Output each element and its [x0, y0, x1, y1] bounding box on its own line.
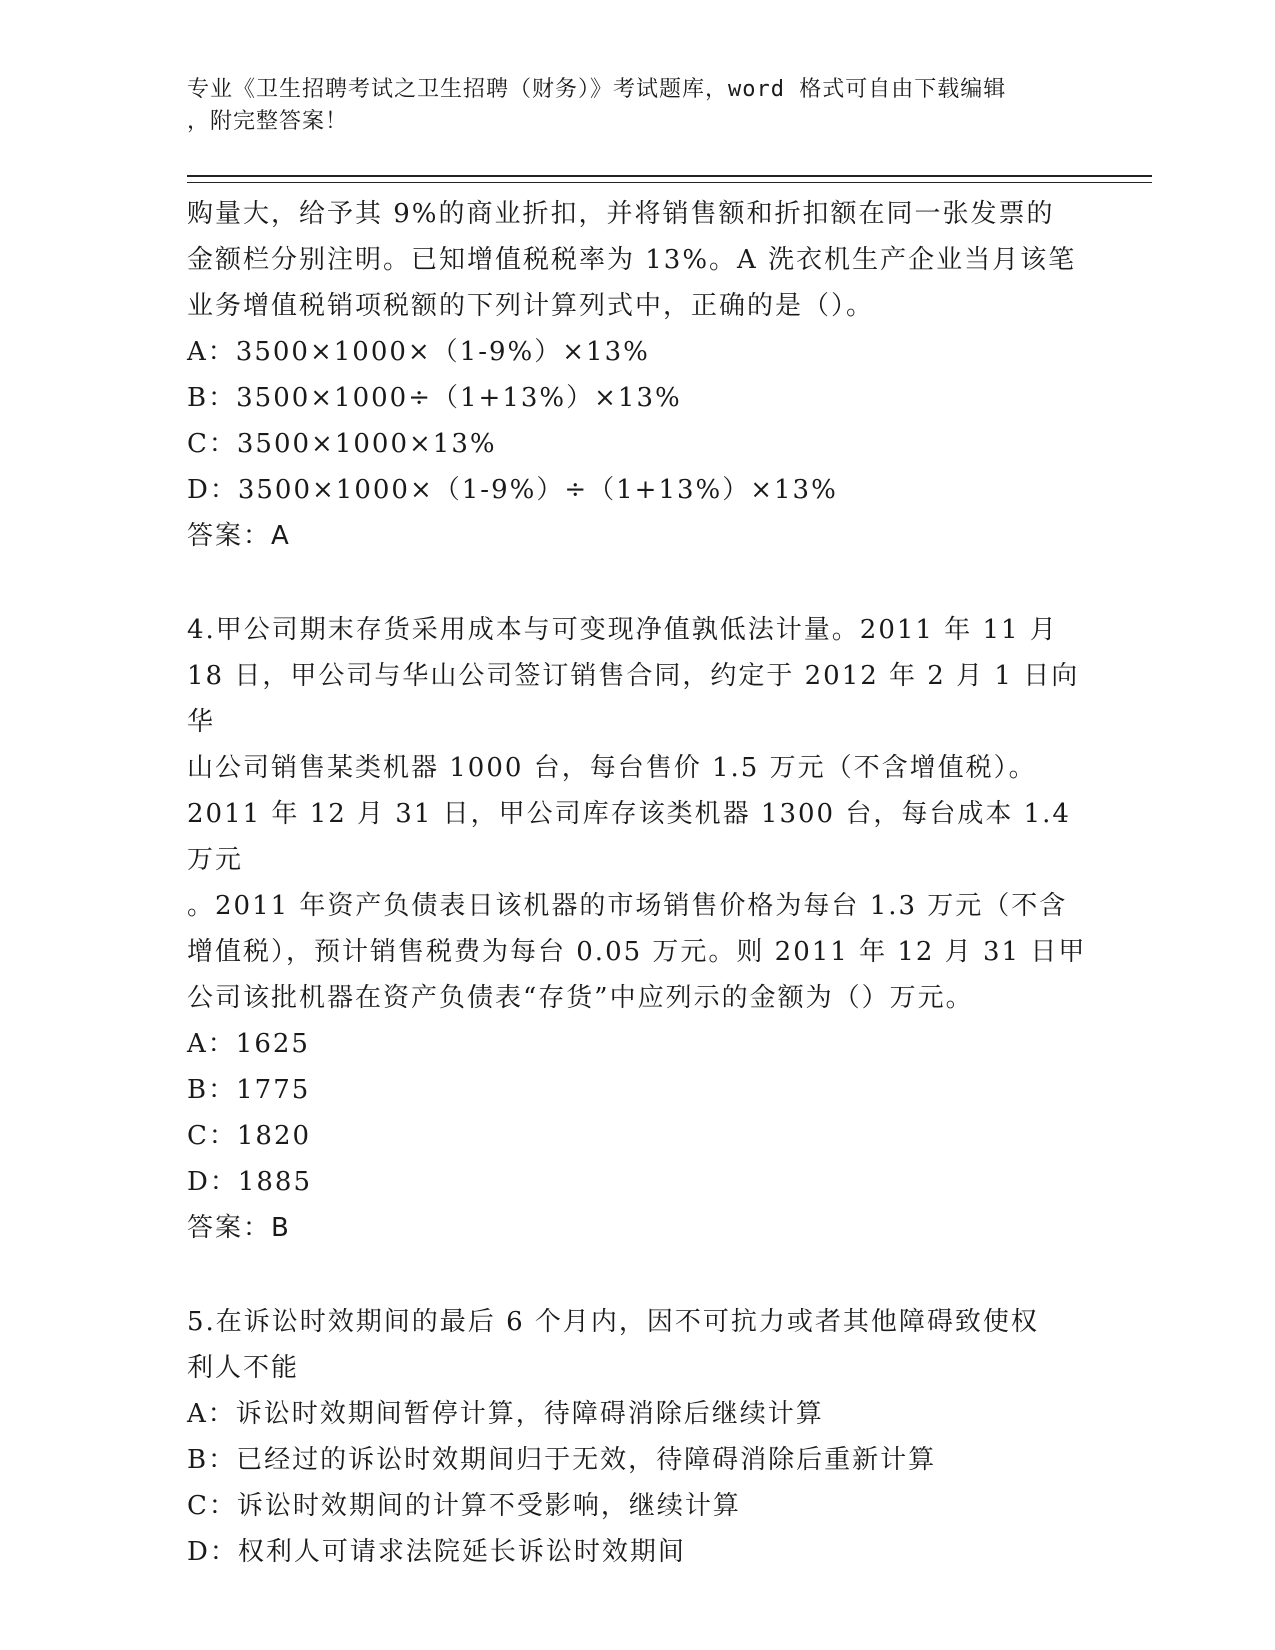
question-3-stem-line: 购量大，给予其 9%的商业折扣，并将销售额和折扣额在同一张发票的	[187, 199, 1055, 229]
question-4-stem-line: 增值税），预计销售税费为每台 0.05 万元。则 2011 年 12 月 31 日甲	[187, 937, 1087, 967]
question-3-option-b: B：3500×1000÷（1+13%）×13%	[187, 383, 682, 413]
question-4-option-d: D：1885	[187, 1167, 313, 1197]
question-4-option-c: C：1820	[187, 1121, 312, 1151]
question-3-stem-line: 金额栏分别注明。已知增值税税率为 13%。A 洗衣机生产企业当月该笔	[187, 245, 1077, 275]
question-3-stem-line: 业务增值税销项税额的下列计算列式中，正确的是（）。	[187, 291, 875, 321]
question-3	[187, 191, 1087, 559]
header-line-2: ，附完整答案！	[187, 109, 349, 134]
question-4-stem-line: 山公司销售某类机器 1000 台，每台售价 1.5 万元（不含增值税）。	[187, 753, 1037, 783]
header-divider-thin	[187, 182, 1152, 183]
question-5-option-c: C：诉讼时效期间的计算不受影响，继续计算	[187, 1491, 741, 1521]
question-3-answer: 答案：A	[187, 521, 291, 551]
question-3-option-d: D：3500×1000×（1-9%）÷（1+13%）×13%	[187, 475, 838, 505]
question-4-stem-line: 18 日，甲公司与华山公司签订销售合同，约定于 2012 年 2 月 1 日向华	[187, 661, 1080, 737]
question-3-option-c: C：3500×1000×13%	[187, 429, 497, 459]
question-4	[187, 607, 1087, 1251]
document-body	[187, 191, 1087, 1575]
question-5-stem-line: 利人不能	[187, 1353, 300, 1383]
section-spacer	[187, 559, 1087, 607]
question-5-option-a: A：诉讼时效期间暂停计算，待障碍消除后继续计算	[187, 1399, 824, 1429]
question-4-answer: 答案：B	[187, 1213, 291, 1243]
section-spacer	[187, 1251, 1087, 1299]
question-4-stem-line: 公司该批机器在资产负债表“存货”中应列示的金额为（）万元。	[187, 983, 974, 1013]
header-line-1: 专业《卫生招聘考试之卫生招聘（财务）》考试题库，word 格式可自由下载编辑	[187, 77, 1007, 102]
question-4-stem-line: 4.甲公司期末存货采用成本与可变现净值孰低法计量。2011 年 11 月	[187, 615, 1058, 645]
question-5-option-b: B：已经过的诉讼时效期间归于无效，待障碍消除后重新计算	[187, 1445, 937, 1475]
question-4-stem-line: 2011 年 12 月 31 日，甲公司库存该类机器 1300 台，每台成本 1.4 万元	[187, 799, 1071, 875]
question-4-option-b: B：1775	[187, 1075, 311, 1105]
question-5	[187, 1299, 1087, 1575]
header-divider-thick	[187, 175, 1152, 177]
question-4-stem-line: 。2011 年资产负债表日该机器的市场销售价格为每台 1.3 万元（不含	[187, 891, 1068, 921]
question-5-option-d: D：权利人可请求法院延长诉讼时效期间	[187, 1537, 686, 1567]
question-5-stem-line: 5.在诉讼时效期间的最后 6 个月内，因不可抗力或者其他障碍致使权	[187, 1307, 1039, 1337]
question-3-option-a: A：3500×1000×（1-9%）×13%	[187, 337, 650, 367]
question-4-option-a: A：1625	[187, 1029, 310, 1059]
page-header	[187, 74, 1087, 138]
